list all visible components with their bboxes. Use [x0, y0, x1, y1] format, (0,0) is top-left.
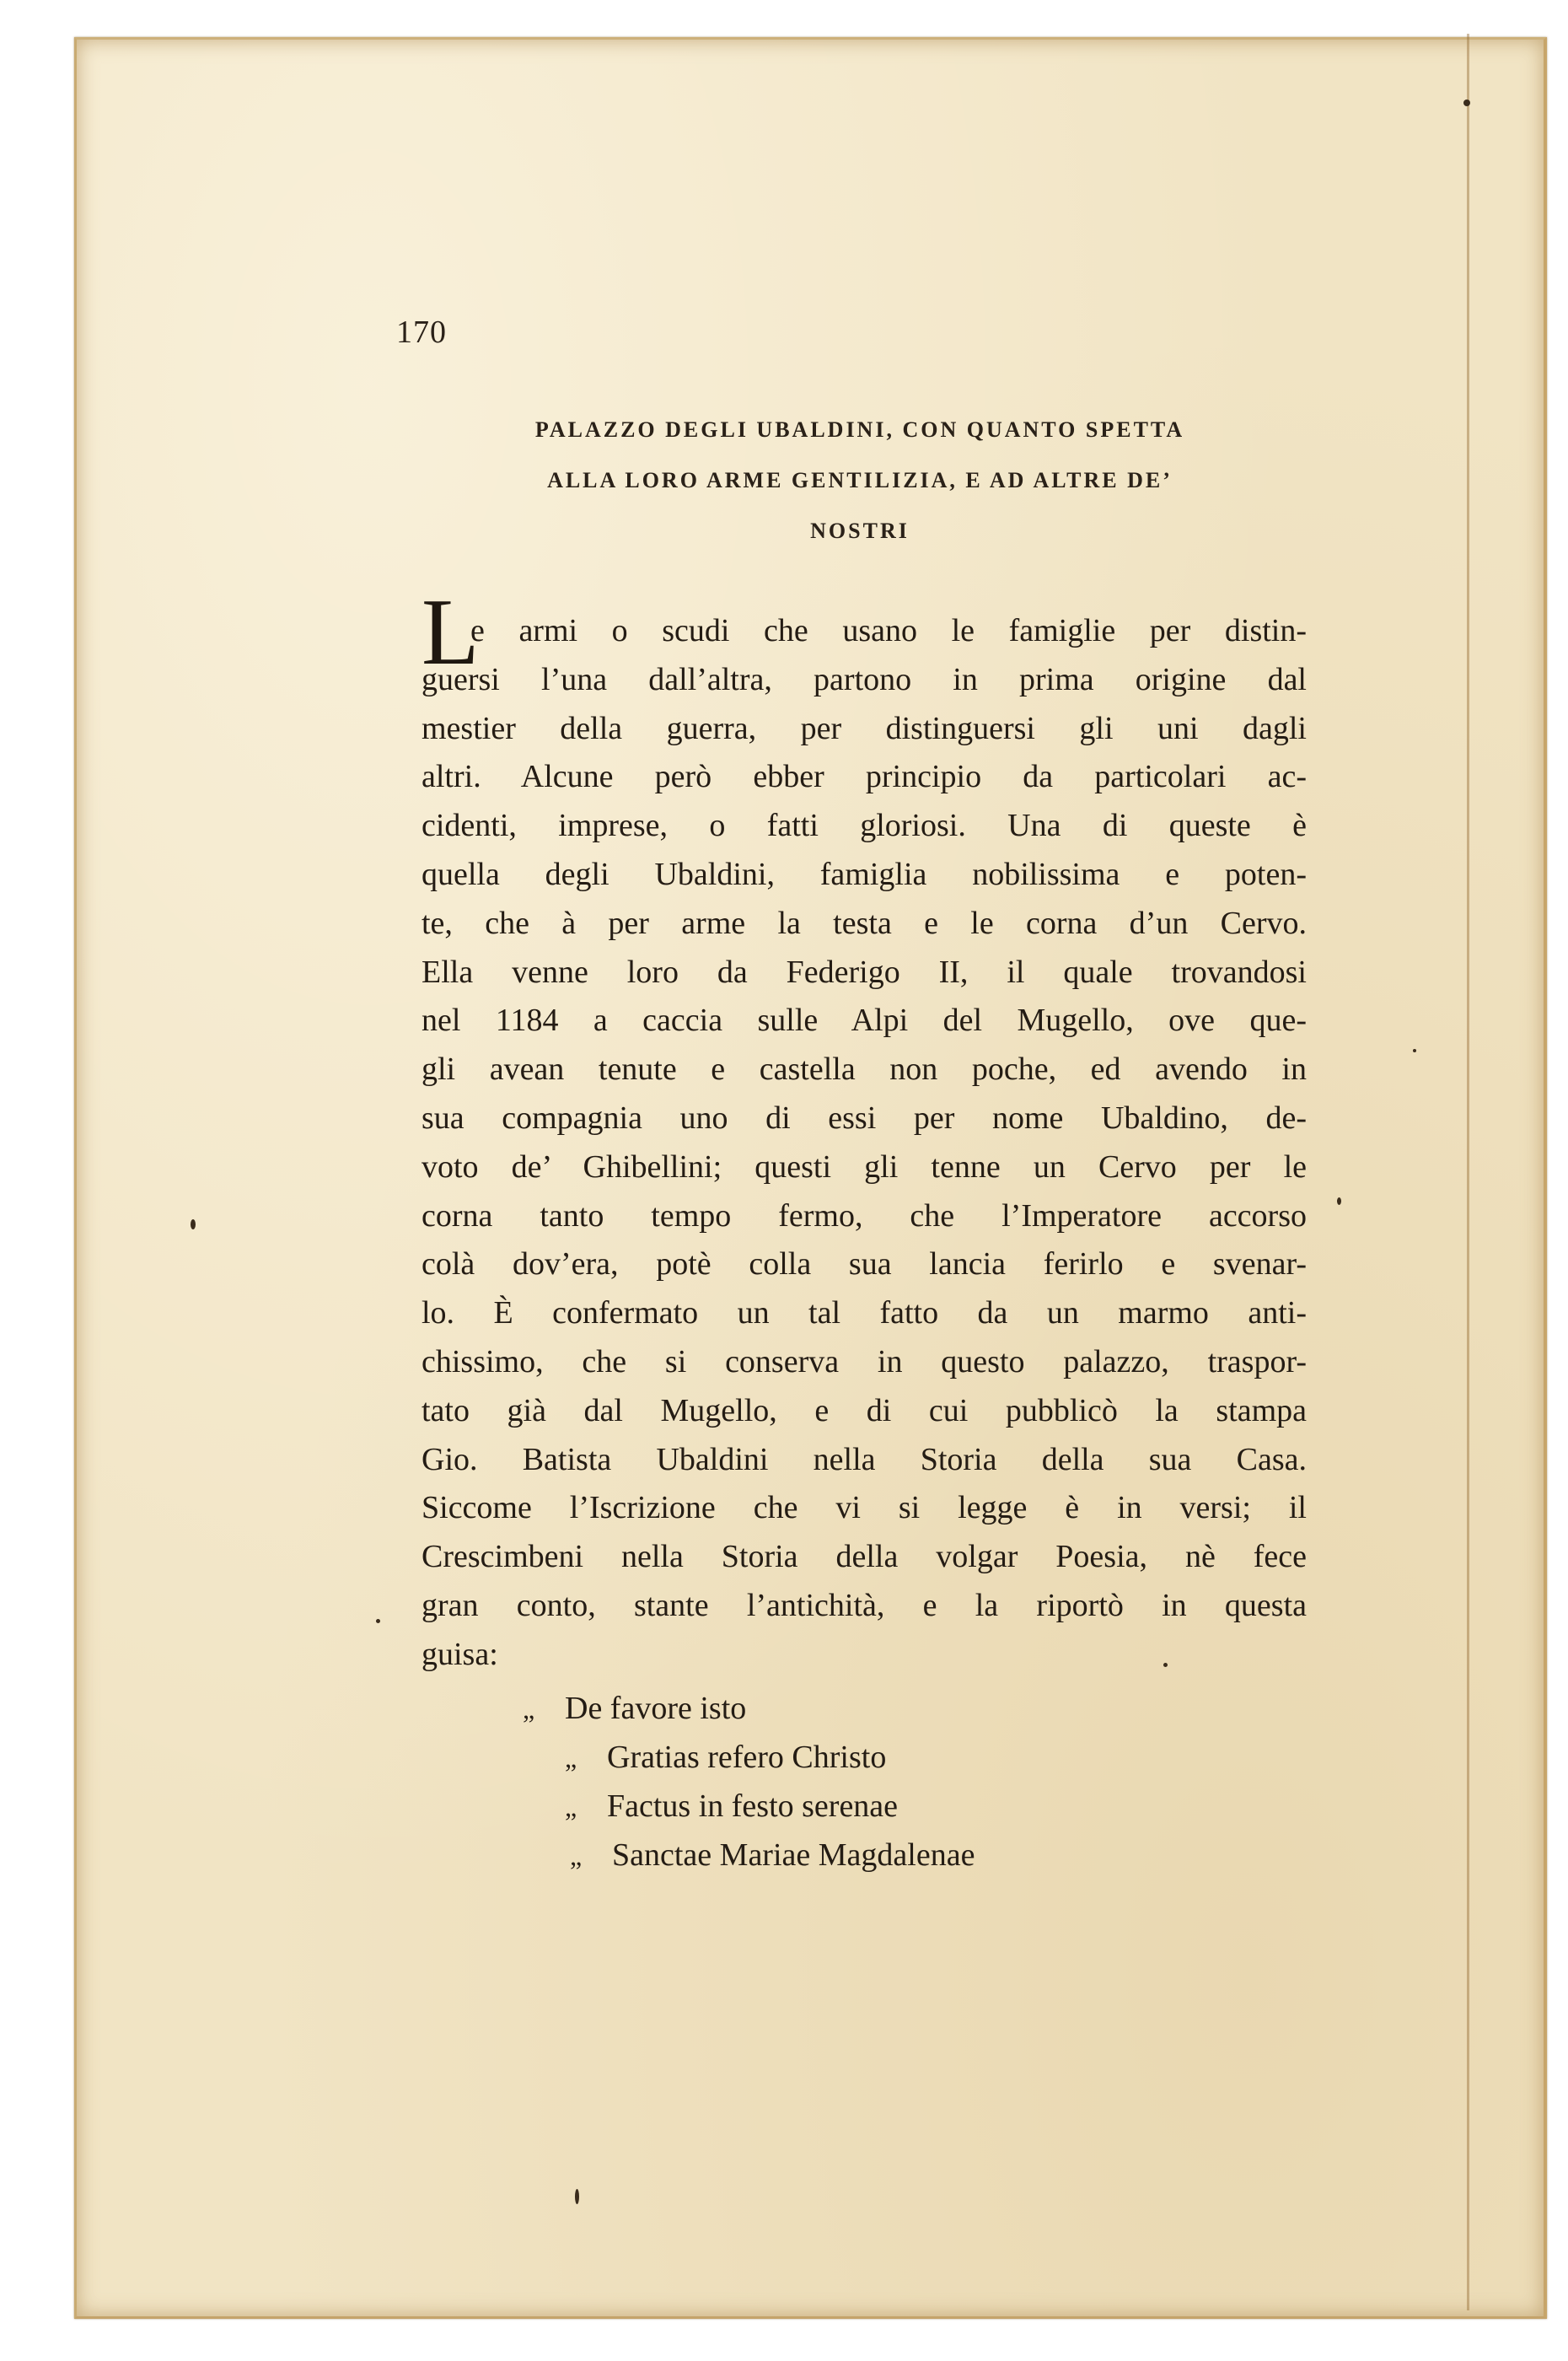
heading-line: ALLA LORO ARME GENTILIZIA, E AD ALTRE DE’ — [547, 468, 1173, 492]
paper-speck — [376, 1619, 380, 1623]
body-line: lo. È confermato un tal fatto da un marmo anti- — [422, 1295, 1307, 1331]
body-line: gli avean tenute e castella non poche, ed avendo in — [422, 1051, 1307, 1088]
paper-speck — [1337, 1197, 1341, 1205]
body-text — [422, 607, 1307, 1680]
body-line: gran conto, stante l’antichità, e la riportò in questa — [422, 1587, 1307, 1623]
paper-speck — [1413, 1049, 1416, 1052]
body-line: colà dov’era, potè colla sua lancia ferirlo e svenar- — [422, 1246, 1307, 1283]
body-line: nel 1184 a caccia sulle Alpi del Mugello, ove que- — [422, 1003, 1307, 1039]
body-line: Gio. Batista Ubaldini nella Storia della sua Casa. — [422, 1441, 1307, 1477]
body-line: te, che à per arme la testa e le corna d’un Cervo. — [422, 905, 1307, 941]
body-line: e armi o scudi che usano le famiglie per distin- — [470, 613, 1307, 648]
quote-mark: „ — [570, 1841, 583, 1871]
body-line: sua compagnia uno di essi per nome Ubaldino, de- — [422, 1100, 1307, 1136]
body-line: tato già dal Mugello, e di cui pubblicò la stampa — [422, 1392, 1307, 1428]
body-line: cidenti, imprese, o fatti gloriosi. Una di queste è — [422, 808, 1307, 844]
verse-line — [523, 1685, 1197, 1734]
paper-speck — [1163, 1663, 1168, 1667]
quote-mark: „ — [523, 1694, 535, 1724]
paper-speck — [1463, 99, 1470, 106]
body-line: guersi l’una dall’altra, partono in prima origine dal — [422, 661, 1307, 697]
body-line: guisa: — [422, 1636, 498, 1672]
page-edge-shadow — [1467, 34, 1469, 2310]
body-line: altri. Alcune però ebber principio da particolari ac- — [422, 759, 1307, 795]
verse-line — [523, 1831, 1197, 1880]
verse-text: De favore isto — [565, 1691, 747, 1726]
body-line: mestier della guerra, per distinguersi gli uni dagli — [422, 710, 1307, 746]
body-line: chissimo, che si conserva in questo palazzo, traspor- — [422, 1343, 1307, 1379]
verse-text: Gratias refero Christo — [607, 1740, 887, 1775]
heading-line: NOSTRI — [810, 519, 910, 543]
verse-line — [523, 1783, 1197, 1831]
chapter-heading — [455, 405, 1265, 557]
paper-speck — [191, 1219, 196, 1229]
quote-mark: „ — [565, 1743, 577, 1773]
body-line: corna tanto tempo fermo, che l’Imperatore accorso — [422, 1197, 1307, 1234]
page-number: 170 — [396, 315, 447, 350]
verse-inscription — [523, 1685, 1197, 1880]
body-line: Crescimbeni nella Storia della volgar Poesia, nè fece — [422, 1539, 1307, 1575]
body-line: Ella venne loro da Federigo II, il quale trovandosi — [422, 954, 1307, 990]
quote-mark: „ — [565, 1792, 577, 1822]
heading-line: PALAZZO DEGLI UBALDINI, CON QUANTO SPETTA — [534, 417, 1185, 442]
verse-text: Factus in festo serenae — [607, 1788, 899, 1824]
body-line: Siccome l’Iscrizione che vi si legge è in versi; il — [422, 1490, 1307, 1526]
body-line: quella degli Ubaldini, famiglia nobilissima e poten- — [422, 856, 1307, 892]
body-line: voto de’ Ghibellini; questi gli tenne un Cervo per le — [422, 1148, 1307, 1185]
paper-speck — [575, 2189, 579, 2204]
verse-text: Sanctae Mariae Magdalenae — [612, 1837, 975, 1873]
verse-line — [523, 1734, 1197, 1783]
drop-cap: L — [422, 580, 480, 685]
